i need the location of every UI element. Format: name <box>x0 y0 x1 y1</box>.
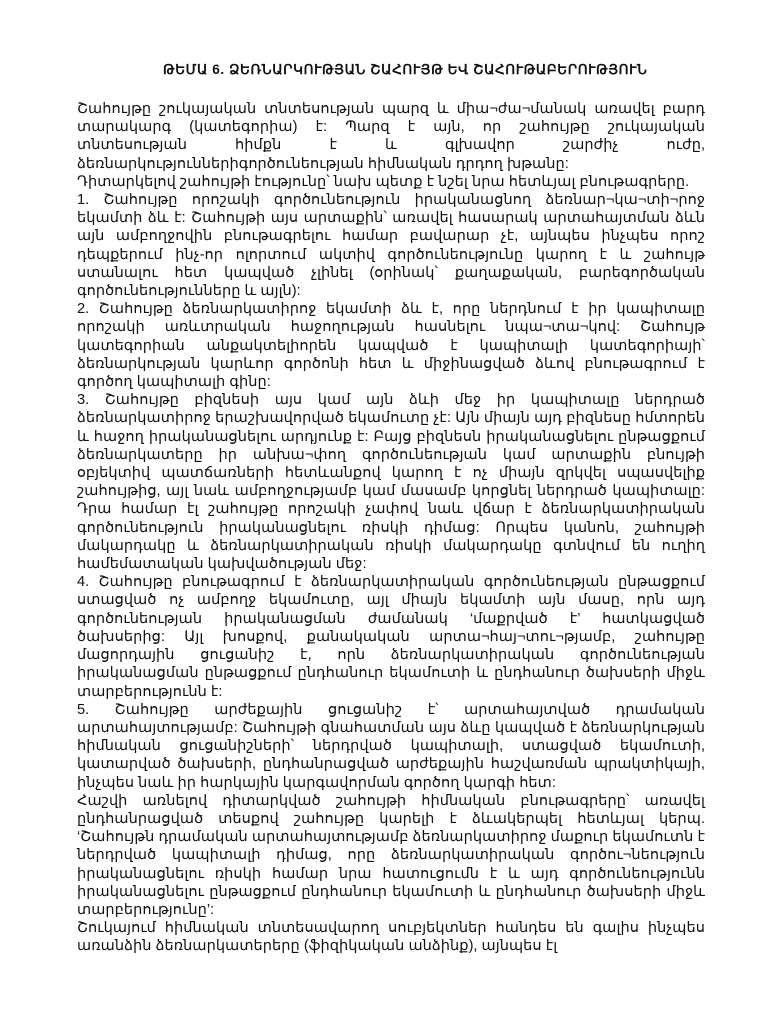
paragraph-intro: Շահույթը շուկայական տնտեսության պարզ և միա¬ժա¬մանակ առավել բարդ տարակարգ (կատեգորիա) է: Պարզ է այն, որ շահույթը շուկայական տնտեսության հիմքն է և գլխավոր շարժիչ ուժը, ձեռնարկություններիգործունեության հիմնական դրդող խթանը: <box>77 101 705 172</box>
paragraph-definition: Հաշվի առնելով դիտարկված շահույթի հիմնական բնութագրերը՝ առավել ընդհանրացված տեսքով շահույթը կարելի է ձևակերպել հետևյալ կերպ. ‘Շահույթն դրամական արտահայտությամբ ձեռնարկատիրոջ մաքուր եկամուտն է ներդրված կապիտալի դիմաց, որը ձեռնարկատիրական գործու¬նեություն իրականացնելու ռիսկի համար նրա հատուցումն է և այդ գործունեությունն իրականացնելու ընթացքում ընդհանուր եկամուտի և ընդհանուր ծախսերի միջև տարբերությունը’: <box>77 792 705 918</box>
paragraph-item-5: 5. Շահույթը արժեքային ցուցանիշ է՝ արտահայտված դրամական արտահայտությամբ: Շահույթի գնահատման այս ձևը կապված է ձեռնարկության հիմնական ցուցանիշների՝ ներդրված կապիտալի, ստացված եկամուտի, կատարված ծախսերի, ընդհանրացված արժեքային հաշվառման պրակտիկայի, ինչպես նաև իր հարկային կարգավորման գործող կարգի հետ: <box>77 701 705 791</box>
page-title: ԹԵՄԱ 6. ՁԵՌՆԱՐԿՈՒԹՅԱՆ ՇԱՀՈՒՅԹ ԵՎ ՇԱՀՈՒԹԱԲԵՐՈՒԹՅՈՒՆ <box>163 62 648 77</box>
paragraph-item-1: 1. Շահույթը որոշակի գործունեություն իրականացնող ձեռնար¬կա¬տի¬րոջ եկամտի ձև է: Շահույթի այս արտաքին՝ առավել հասարակ արտահայտման ձևն այն ամբողջովին բնութագրելու համար բավարար չէ, այնպես ինչպես որոշ դեպքերում ինչ-որ ոլորտում ակտիվ գործունեությունը կարող է և շահույթ ստանալու հետ կապված չլինել (օրինակ՝ քաղաքական, բարեգործական գործունեությունները և այլն): <box>77 192 705 300</box>
document-body <box>77 100 705 956</box>
paragraph-item-4: 4. Շահույթը բնութագրում է ձեռնարկատիրական գործունեության ընթացքում ստացված ոչ ամբողջ եկամուտը, այլ միայն եկամտի այն մասը, որն այդ գործունեության իրականացման ժամանակ ‘մաքրված է’ հատկացված ծախսերից: Այլ խոսքով, քանակական արտա¬հայ¬տու¬թյամբ, շահույթը մացորդային ցուցանիշ է, որն ձեռնարկատիրական գործունեության իրականացման ընթացքում ընդհանուր եկամուտի և ընդհանուր ծախսերի միջև տարբերությունն է: <box>77 574 705 700</box>
paragraph-item-3: 3. Շահույթը բիզնեսի այս կամ այն ձևի մեջ իր կապիտալը ներդրած ձեռնարկատիրոջ երաշխավորված եկամուտը չէ: Այն միայն այդ բիզնեսը հմտորեն և հաջող իրականացնելու արդյունք է: Բայց բիզնեսն իրականացնելու ընթացքում ձեռնարկատերը իր անխա¬փող գործունեության կամ արտաքին բնույթի օբյեկտիվ պատճառների հետևանքով կարող է ոչ միայն զրկվել սպասվելիք շահույթից, այլ նաև ամբողջությամբ կամ մասամբ կորցնել ներդրած կապիտալը: Դրա համար էլ շահույթը որոշակի չափով նաև վճար է ձեռնարկատիրական գործունեություն իրականացնելու ռիսկի դիմաց: Որպես կանոն, շահույթի մակարդակը և ձեռնարկատիրական ռիսկի մակարդակը գտնվում են ուղիղ համեմատական կախվածության մեջ: <box>77 392 705 573</box>
paragraph-market-subjects: Շուկայում հիմնական տնտեսավարող սուբյեկտներ հանդես են գալիս ինչպես առանձին ձեռնարկատերերը (ֆիզիկական անձինք), այնպես էլ <box>77 920 705 955</box>
paragraph-characteristics-lead: Դիտարկելով շահույթի էությունը՝ նախ պետք է նշել նրա հետևյալ բնութագրերը. <box>77 173 690 190</box>
paragraph-item-2: 2. Շահույթը ձեռնարկատիրոջ եկամտի ձև է, որը ներդնում է իր կապիտալը որոշակի առևտրական հաջողության հասնելու նպա¬տա¬կով: Շահույթ կատեգորիան անքակտելիորեն կապված է կապիտալի կատեգորիայի՝ ձեռնարկության կարևոր գործոնի հետ և միջինացված ձևով բնութագրում է գործող կապիտալի գինը: <box>77 301 705 391</box>
